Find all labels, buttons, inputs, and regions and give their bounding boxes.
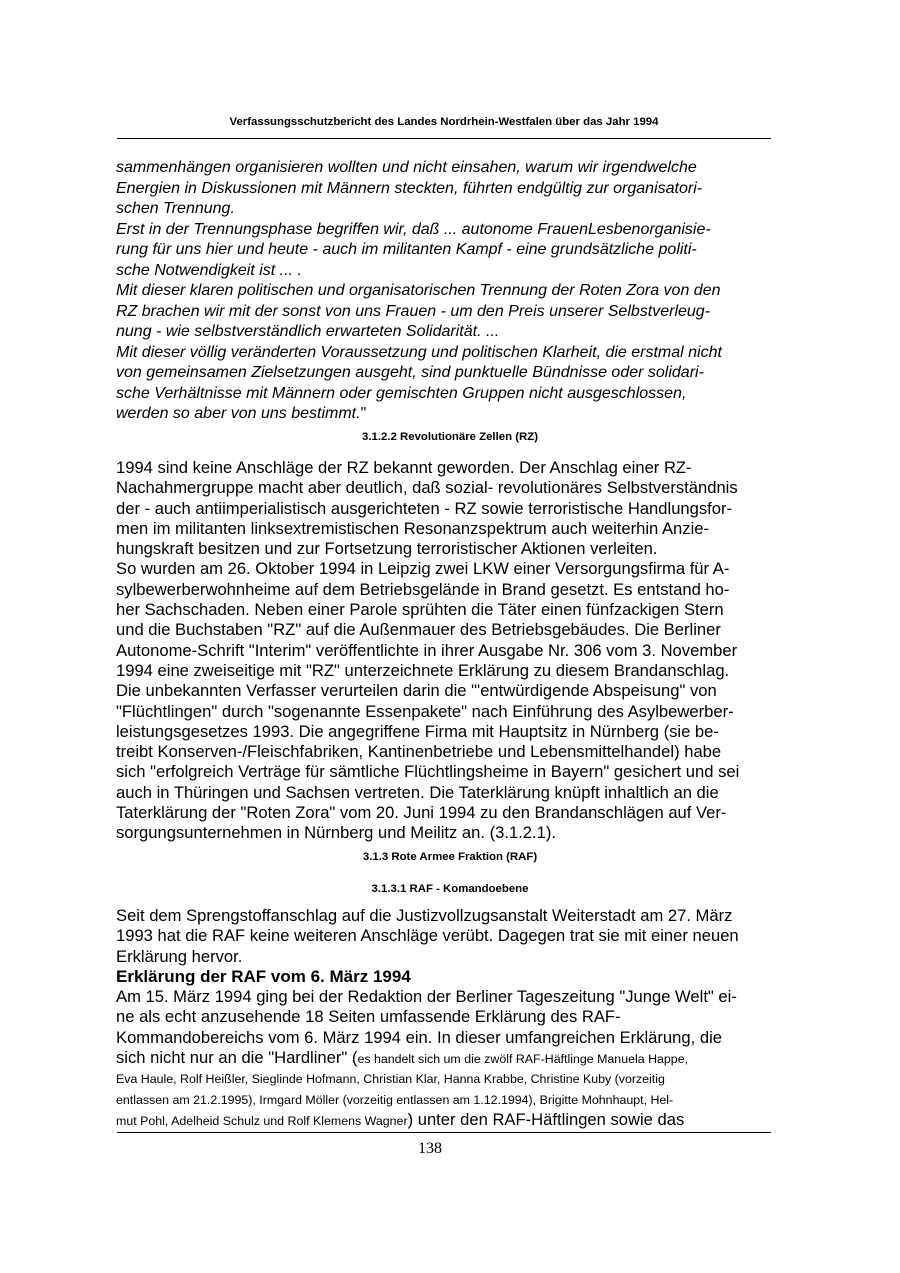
body-text: sich nicht nur an die "Hardliner" ( bbox=[116, 1048, 358, 1068]
quote-line: Energien in Diskussionen mit Männern steckten, führten endgültig zur organisatori- bbox=[116, 179, 703, 197]
section-heading-rz: 3.1.2.2 Revolutionäre Zellen (RZ) bbox=[362, 431, 538, 443]
quote-line: von gemeinsamen Zielsetzungen ausgeht, sind punktuelle Bündnisse oder solidari- bbox=[116, 364, 704, 381]
section-heading-raf: 3.1.3 Rote Armee Fraktion (RAF) bbox=[362, 851, 538, 863]
quote-line: nung - wie selbstverständlich erwarteten Solidarität. ... bbox=[116, 323, 500, 340]
quote-line: sche Verhältnisse mit Männern oder gemischten Gruppen nicht ausgeschlossen, bbox=[116, 384, 687, 402]
quote-line: schen Trennung. bbox=[116, 200, 235, 217]
quote-line: rung für uns hier und heute - auch im militanten Kampf - eine grundsätzliche politi- bbox=[116, 241, 697, 258]
body-line: Kommandobereichs vom 6. März 1994 ein. In dieser umfangreichen Erklärung, die bbox=[116, 1027, 722, 1047]
body-line: "Flüchtlingen" durch "sogenannte Essenpakete" nach Einführung des Asylbewerber- bbox=[116, 701, 734, 721]
body-line: treibt Konserven-/Fleischfabriken, Kantinenbetriebe und Lebensmittelhandel) habe bbox=[116, 742, 722, 762]
body-line: men im militanten linksextremistischen Resonanzspektrum auch weiterhin Anzie- bbox=[116, 518, 710, 538]
body-line: So wurden am 26. Oktober 1994 in Leipzig zwei LKW einer Versorgungsfirma für A- bbox=[116, 559, 730, 579]
rz-paragraph bbox=[116, 458, 786, 844]
quote-line: RZ brachen wir mit der sonst von uns Frauen - um den Preis unserer Selbstverleug- bbox=[116, 302, 711, 320]
small-line: Eva Haule, Rolf Heißler, Sieglinde Hofmann, Christian Klar, Hanna Krabbe, Christine Kuby (vorzeitig bbox=[116, 1072, 665, 1087]
quote-line: sche Notwendigkeit ist ... . bbox=[116, 261, 302, 279]
body-line-mixed bbox=[116, 1110, 786, 1131]
body-line: ne als echt anzusehende 18 Seiten umfassende Erklärung des RAF- bbox=[116, 1007, 621, 1027]
raf-paragraph bbox=[116, 906, 786, 1131]
quote-block bbox=[116, 158, 776, 425]
subsection-heading-komandoebene: 3.1.3.1 RAF - Komandoebene bbox=[371, 883, 529, 895]
body-line: leistungsgesetzes 1993. Die angegriffene Firma mit Hauptsitz in Nürnberg (sie be- bbox=[116, 721, 719, 741]
body-line: hungskraft besitzen und zur Fortsetzung terroristischer Aktionen verleiten. bbox=[116, 539, 658, 559]
body-line: 1994 eine zweiseitige mit "RZ" unterzeichnete Erklärung zu diesem Brandanschlag. bbox=[116, 660, 730, 680]
footnote-text: es handelt sich um die zwölf RAF-Häftlinge Manuela Happe, bbox=[357, 1052, 689, 1067]
body-line: Am 15. März 1994 ging bei der Redaktion der Berliner Tageszeitung "Junge Welt" ei- bbox=[116, 987, 737, 1007]
body-line: der - auch antiimperialistisch ausgerichteten - RZ sowie terroristische Handlungsfor- bbox=[116, 498, 733, 518]
body-line: Seit dem Sprengstoffanschlag auf die Justizvollzugsanstalt Weiterstadt am 27. März bbox=[116, 906, 733, 925]
body-line: her Sachschaden. Neben einer Parole sprühten die Täter einen fünfzackigen Stern bbox=[116, 600, 724, 620]
small-line: entlassen am 21.2.1995), Irmgard Möller (vorzeitig entlassen am 1.12.1994), Brigitte Mohnhaupt, Hel- bbox=[116, 1092, 674, 1107]
body-line: sylbewerberwohnheime auf dem Betriebsgelände in Brand gesetzt. Es entstand ho- bbox=[116, 579, 730, 599]
body-line: Autonome-Schrift "Interim" veröffentlichte in ihrer Ausgabe Nr. 306 vom 3. November bbox=[116, 640, 738, 660]
body-text: ) unter den RAF-Häftlingen sowie das bbox=[407, 1109, 685, 1129]
body-line: Die unbekannten Verfasser verurteilen darin die "'entwürdigende Abspeisung" von bbox=[116, 681, 717, 701]
raf-declaration-heading: Erklärung der RAF vom 6. März 1994 bbox=[116, 966, 411, 986]
page-number: 138 bbox=[418, 1140, 442, 1157]
body-line: auch in Thüringen und Sachsen vertreten. Die Taterklärung knüpft inhaltlich an die bbox=[116, 782, 719, 802]
header-rule bbox=[117, 138, 771, 139]
body-line: und die Buchstaben "RZ" auf die Außenmauer des Betriebsgebäudes. Die Berliner bbox=[116, 620, 721, 640]
body-line: Erklärung hervor. bbox=[116, 946, 243, 966]
quote-line: Erst in der Trennungsphase begriffen wir, daß ... autonome FrauenLesbenorganisie- bbox=[116, 220, 711, 238]
quote-line: sammenhängen organisieren wollten und nicht einsahen, warum wir irgendwelche bbox=[116, 159, 697, 176]
body-line: 1994 sind keine Anschläge der RZ bekannt geworden. Der Anschlag einer RZ- bbox=[116, 458, 692, 477]
body-line: Taterklärung der "Roten Zora" vom 20. Juni 1994 zu den Brandanschlägen auf Ver- bbox=[116, 803, 727, 823]
body-line: sich "erfolgreich Verträge für sämtliche Flüchtlingsheime in Bayern" gesichert und sei bbox=[116, 762, 740, 782]
quote-line: Mit dieser klaren politischen und organisatorischen Trennung der Roten Zora von den bbox=[116, 282, 721, 299]
body-line-mixed bbox=[116, 1048, 786, 1069]
quote-line: Mit dieser völlig veränderten Voraussetzung und politischen Klarheit, die erstmal nicht bbox=[116, 343, 722, 361]
quote-close-mark: " bbox=[360, 405, 367, 422]
running-header: Verfassungsschutzbericht des Landes Nordrhein-Westfalen über das Jahr 1994 bbox=[229, 116, 659, 128]
body-line: 1993 hat die RAF keine weiteren Anschläge verübt. Dagegen trat sie mit einer neuen bbox=[116, 926, 739, 946]
footnote-text: mut Pohl, Adelheid Schulz und Rolf Klemens Wagner bbox=[116, 1113, 408, 1128]
footer-rule bbox=[117, 1132, 771, 1133]
body-line: sorgungsunternehmen in Nürnberg und Meilitz an. (3.1.2.1). bbox=[116, 823, 556, 843]
body-line: Nachahmergruppe macht aber deutlich, daß sozial- revolutionäres Selbstverständnis bbox=[116, 478, 738, 498]
quote-last-line bbox=[116, 404, 776, 425]
quote-last-text: werden so aber von uns bestimmt. bbox=[116, 405, 361, 422]
